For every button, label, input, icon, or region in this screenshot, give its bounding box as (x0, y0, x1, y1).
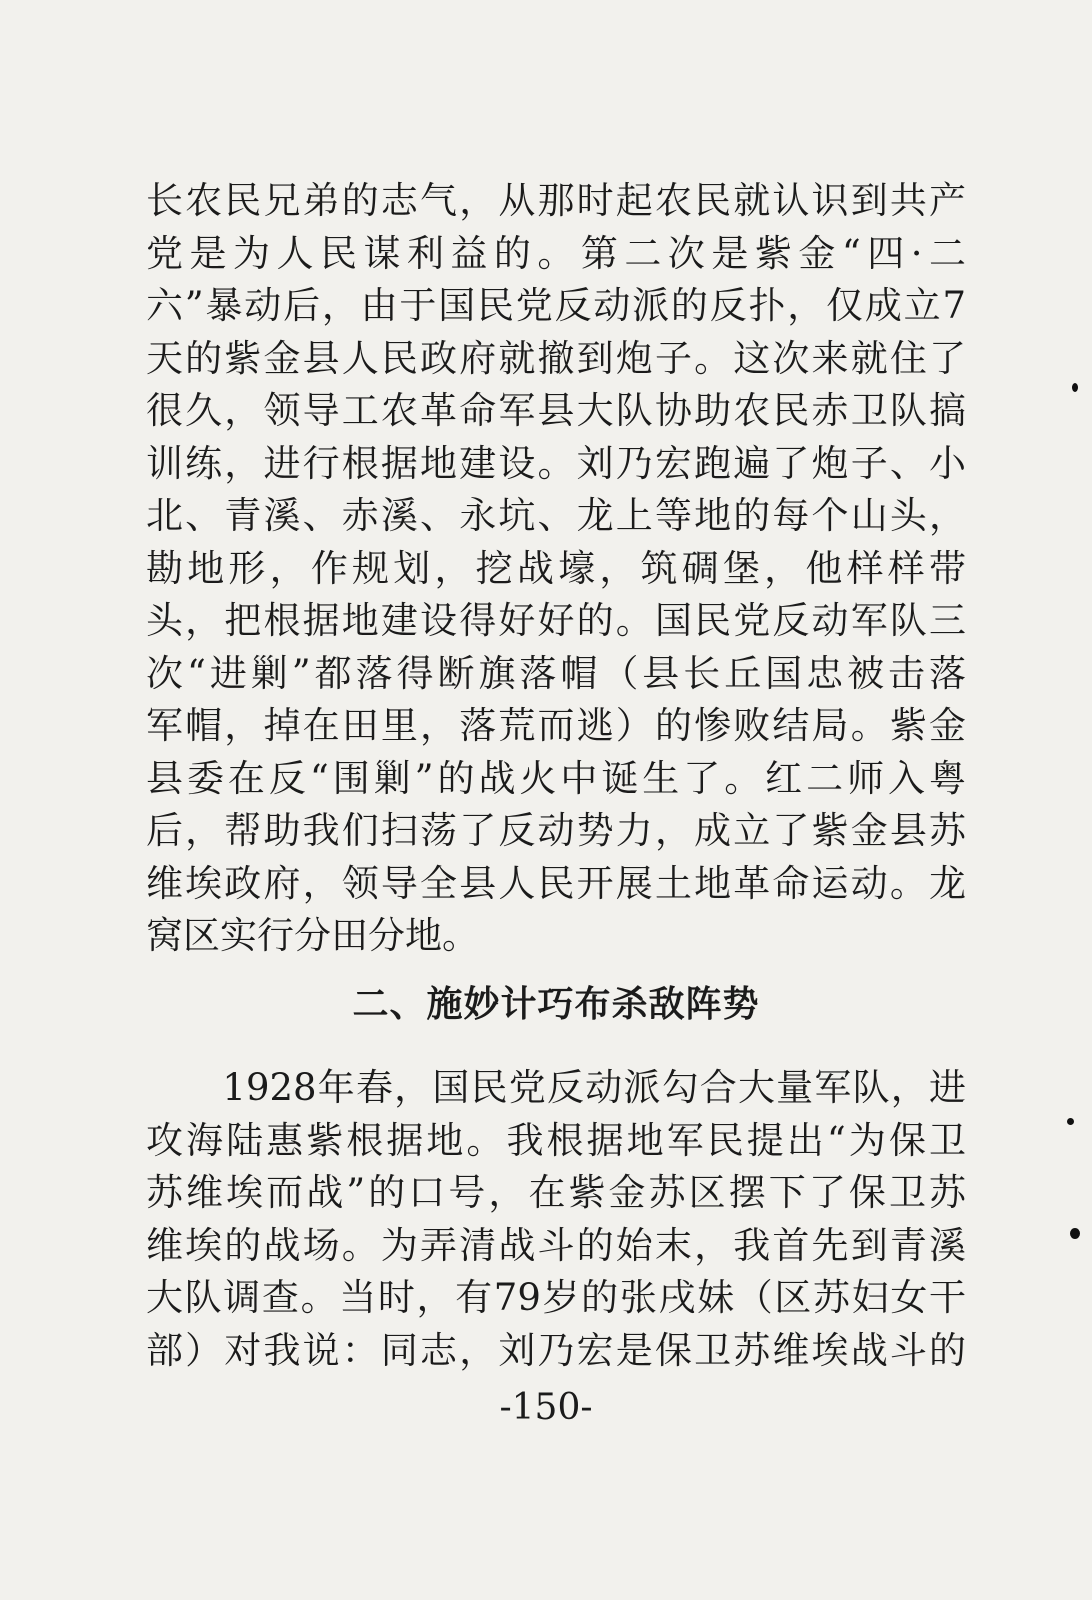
text-line: 党是为人民谋利益的。第二次是紫金“四·二 (146, 231, 966, 275)
section-heading: 二、施妙计巧布杀敌阵势 (352, 983, 760, 1025)
body-paragraph-2 (146, 1062, 966, 1377)
text-line: 六”暴动后，由于国民党反动派的反扑，仅成立7 (146, 284, 966, 327)
body-paragraph-1 (146, 175, 966, 963)
text-line: 次“进剿”都落得断旗落帽（县长丘国忠被击落 (146, 651, 966, 695)
scan-speck (1072, 383, 1078, 392)
text-line: 苏维埃而战”的口号，在紫金苏区摆下了保卫苏 (146, 1171, 966, 1214)
text-line: 勘地形，作规划，挖战壕，筑碉堡，他样样带 (146, 546, 966, 590)
text-line: 维埃的战场。为弄清战斗的始末，我首先到青溪 (146, 1223, 966, 1267)
text-line: 维埃政府，领导全县人民开展土地革命运动。龙 (146, 861, 966, 905)
scan-speck (1070, 1228, 1080, 1239)
text-line: 北、青溪、赤溪、永坑、龙上等地的每个山头， (146, 494, 966, 537)
text-line: 县委在反“围剿”的战火中诞生了。红二师入粤 (146, 756, 966, 800)
text-line: 天的紫金县人民政府就撤到炮子。这次来就住了 (146, 336, 966, 380)
text-line: 长农民兄弟的志气，从那时起农民就认识到共产 (146, 179, 966, 222)
text-line: 1928年春，国民党反动派勾合大量军队，进 (146, 1066, 966, 1109)
text-line: 后，帮助我们扫荡了反动势力，成立了紫金县苏 (146, 809, 966, 852)
text-line: 军帽，掉在田里，落荒而逃）的惨败结局。紫金 (146, 704, 966, 747)
text-line: 窝区实行分田分地。 (146, 914, 479, 957)
text-line: 头，把根据地建设得好好的。国民党反动军队三 (146, 599, 966, 642)
text-line: 部）对我说：同志，刘乃宏是保卫苏维埃战斗的 (146, 1328, 966, 1372)
text-line: 大队调查。当时，有79岁的张戌妹（区苏妇女干 (146, 1276, 966, 1319)
page-number: -150- (499, 1387, 593, 1428)
text-line: 很久，领导工农革命军县大队协助农民赤卫队搞 (146, 389, 966, 432)
scan-speck (1067, 1118, 1074, 1125)
text-line: 攻海陆惠紫根据地。我根据地军民提出“为保卫 (146, 1118, 966, 1162)
text-line: 训练，进行根据地建设。刘乃宏跑遍了炮子、小 (146, 441, 966, 485)
